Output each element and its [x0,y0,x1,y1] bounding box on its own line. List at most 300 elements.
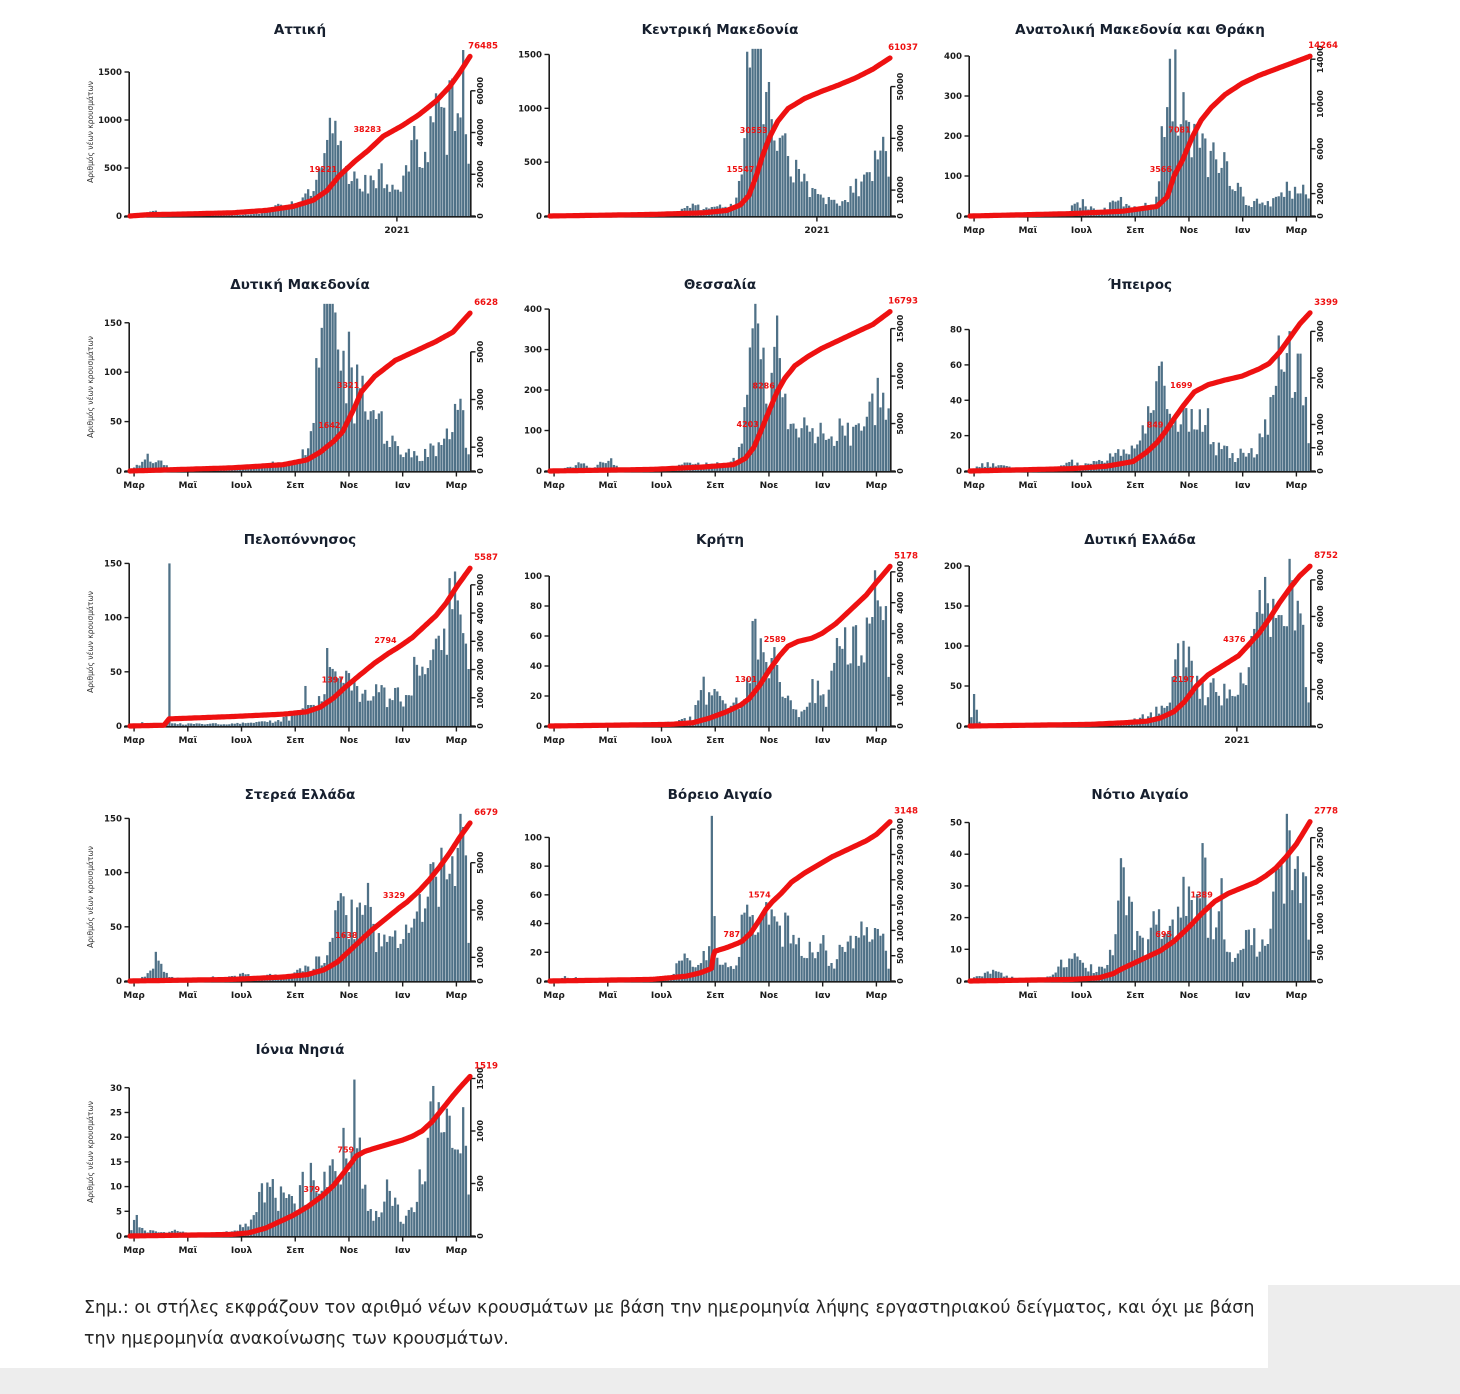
svg-text:Νοε: Νοε [760,481,779,491]
cumulative-annotation: 379 [303,1185,320,1194]
svg-text:1500: 1500 [98,68,122,78]
svg-text:300: 300 [524,346,542,356]
svg-text:Ιαν: Ιαν [395,1246,411,1256]
cumulative-annotation: 19221 [309,165,337,174]
svg-text:50: 50 [950,819,962,829]
svg-text:80: 80 [530,862,542,872]
svg-text:0: 0 [1316,468,1325,474]
svg-text:20: 20 [530,692,542,702]
chart-title: Πελοπόννησος [244,532,356,548]
cumulative-annotation: 8286 [753,381,776,390]
svg-text:Μαϊ: Μαϊ [1018,481,1037,491]
cumulative-annotation: 1638 [335,931,358,940]
svg-text:Ιαν: Ιαν [395,736,411,746]
svg-text:25: 25 [110,1108,122,1118]
svg-text:60: 60 [530,891,542,901]
chart-svg [504,18,924,255]
svg-text:Μαρ: Μαρ [543,991,565,1001]
chart-3 [924,18,1344,255]
svg-text:300: 300 [944,92,962,102]
final-total-annotation: 3399 [1314,298,1338,308]
svg-text:Μαϊ: Μαϊ [598,991,617,1001]
svg-text:100: 100 [104,614,122,624]
svg-text:Μαϊ: Μαϊ [178,1246,197,1256]
chart-svg [924,18,1344,255]
svg-text:Ιουλ: Ιουλ [1071,991,1093,1001]
daily-cases-bars [970,559,1310,726]
svg-text:1500: 1500 [476,1067,485,1090]
svg-text:60: 60 [530,632,542,642]
svg-text:1500: 1500 [518,50,542,60]
svg-text:3000: 3000 [896,818,905,841]
final-total-annotation: 6679 [474,808,498,818]
svg-text:3000: 3000 [1316,320,1325,343]
svg-text:10000: 10000 [1316,90,1325,118]
chart-svg [84,273,504,510]
svg-text:Ιουλ: Ιουλ [231,991,253,1001]
chart-title: Βόρειο Αιγαίο [668,787,773,803]
svg-text:Ιουλ: Ιουλ [231,736,253,746]
svg-text:Νοε: Νοε [340,1246,359,1256]
svg-text:0: 0 [476,978,485,984]
cumulative-annotation: 1301 [735,675,758,684]
svg-text:Ιουλ: Ιουλ [651,736,673,746]
svg-text:Μαϊ: Μαϊ [1018,226,1037,236]
svg-text:Μαρ: Μαρ [963,226,985,236]
svg-text:3000: 3000 [476,630,485,653]
svg-text:14000: 14000 [1316,45,1325,73]
svg-text:0: 0 [956,722,962,732]
svg-text:0: 0 [116,212,122,222]
cumulative-annotation: 1574 [748,890,771,899]
y-axis-label: Αριθμός νέων κρουσμάτων [86,846,95,948]
chart-2 [504,18,924,255]
svg-text:Μαϊ: Μαϊ [178,991,197,1001]
cumulative-cases-line [970,56,1310,216]
daily-cases-bars [550,570,890,726]
footer-row [0,1285,1460,1368]
svg-text:Μαρ: Μαρ [446,481,468,491]
svg-text:0: 0 [536,977,542,987]
svg-text:Μαρ: Μαρ [963,481,985,491]
chart-svg [84,528,504,765]
svg-text:40: 40 [950,396,962,406]
svg-text:200: 200 [944,562,962,572]
chart-svg [504,528,924,765]
chart-11 [504,783,924,1020]
svg-text:200: 200 [524,386,542,396]
svg-text:50: 50 [950,682,962,692]
svg-text:4000: 4000 [476,601,485,624]
cumulative-annotation: 1642 [318,421,340,430]
svg-text:1000: 1000 [476,686,485,709]
footnote-text: οι στήλες εκφράζουν τον αριθμό νέων κρουσμάτων με βάση την ημερομηνία λήψης εργαστηριακού δείγματος, και όχι με βάση την ημερομηνία ανακοίνωσης των κρουσμάτων. [84,1298,1254,1349]
daily-cases-bars [550,816,890,981]
final-total-annotation: 2778 [1314,807,1338,817]
svg-text:0: 0 [956,212,962,222]
svg-text:100: 100 [944,172,962,182]
svg-text:5000: 5000 [896,412,905,435]
y-axis-label: Αριθμός νέων κρουσμάτων [86,591,95,693]
svg-text:Ιαν: Ιαν [815,991,831,1001]
svg-text:Νοε: Νοε [340,481,359,491]
svg-text:0: 0 [476,1233,485,1239]
svg-text:2000: 2000 [1316,678,1325,701]
chart-title: Αττική [274,22,326,38]
final-total-annotation: 3148 [894,807,918,817]
svg-text:2000: 2000 [1316,182,1325,205]
cumulative-annotation: 38283 [353,125,381,134]
svg-text:Μαρ: Μαρ [446,991,468,1001]
svg-text:Μαρ: Μαρ [123,481,145,491]
svg-text:Σεπ: Σεπ [286,736,304,746]
svg-text:100: 100 [104,869,122,879]
svg-text:100: 100 [524,572,542,582]
svg-text:400: 400 [524,305,542,315]
axes [544,54,896,216]
final-total-annotation: 61037 [888,43,918,53]
svg-text:2000: 2000 [1316,366,1325,389]
svg-text:60000: 60000 [476,76,485,104]
svg-text:0: 0 [1316,213,1325,219]
svg-text:Σεπ: Σεπ [286,991,304,1001]
daily-cases-bars [130,563,470,726]
svg-text:Ιαν: Ιαν [815,736,831,746]
svg-text:Νοε: Νοε [1180,226,1199,236]
svg-text:Μαρ: Μαρ [866,736,888,746]
cumulative-annotation: 3329 [383,891,406,900]
svg-text:Σεπ: Σεπ [286,1246,304,1256]
svg-text:0: 0 [896,978,905,984]
svg-text:2000: 2000 [896,653,905,676]
chart-9 [924,528,1344,765]
svg-text:3000: 3000 [476,388,485,411]
svg-text:0: 0 [896,468,905,474]
svg-text:Μαϊ: Μαϊ [1018,991,1037,1001]
svg-text:150: 150 [944,602,962,612]
svg-text:20: 20 [950,432,962,442]
chart-7 [84,528,504,765]
cumulative-annotation: 2794 [374,636,397,645]
cumulative-annotation: 2197 [1172,675,1194,684]
chart-12 [924,783,1344,1020]
svg-text:4000: 4000 [1316,641,1325,664]
y-axis-label: Αριθμός νέων κρουσμάτων [86,336,95,438]
daily-cases-bars [130,304,470,471]
final-total-annotation: 1519 [474,1062,498,1072]
svg-text:1000: 1000 [476,1119,485,1142]
svg-text:150: 150 [104,814,122,824]
svg-text:1000: 1000 [896,684,905,707]
svg-text:500: 500 [896,947,905,964]
svg-text:1000: 1000 [476,436,485,459]
chart-title: Κεντρική Μακεδονία [642,22,799,38]
chart-title: Ήπειρος [1107,277,1172,293]
final-total-annotation: 5587 [474,553,498,563]
svg-text:Ιαν: Ιαν [1235,481,1251,491]
svg-text:Μαϊ: Μαϊ [598,736,617,746]
svg-text:0: 0 [476,213,485,219]
svg-text:500: 500 [1316,439,1325,456]
chart-title: Στερεά Ελλάδα [245,787,356,803]
svg-text:Νοε: Νοε [760,736,779,746]
daily-cases-bars [970,814,1310,981]
svg-text:0: 0 [956,977,962,987]
svg-text:0: 0 [536,212,542,222]
svg-text:Σεπ: Σεπ [1126,226,1144,236]
svg-text:2500: 2500 [1316,826,1325,849]
svg-text:1000: 1000 [476,946,485,969]
svg-text:Ιαν: Ιαν [395,991,411,1001]
final-total-annotation: 14264 [1308,41,1338,51]
chart-title: Δυτική Μακεδονία [230,277,369,293]
cumulative-cases-line [130,313,470,471]
svg-text:40: 40 [530,920,542,930]
chart-svg [84,1038,504,1275]
cumulative-annotation: 1699 [1170,381,1193,390]
daily-cases-bars [130,50,470,216]
svg-text:2021: 2021 [384,226,409,236]
svg-text:20: 20 [110,1133,122,1143]
svg-text:Μαϊ: Μαϊ [598,481,617,491]
svg-text:2021: 2021 [1224,736,1249,746]
svg-text:Νοε: Νοε [1180,991,1199,1001]
svg-text:2021: 2021 [804,226,829,236]
chart-8 [504,528,924,765]
svg-text:1000: 1000 [1316,413,1325,436]
chart-svg [924,273,1344,510]
svg-text:100: 100 [104,368,122,378]
svg-text:5: 5 [116,1207,122,1217]
svg-text:Μαρ: Μαρ [123,1246,145,1256]
svg-text:Μαρ: Μαρ [1286,991,1308,1001]
chart-title: Ανατολική Μακεδονία και Θράκη [1015,22,1265,38]
chart-4 [84,273,504,510]
footnote-prefix: Σημ.: [84,1298,129,1318]
svg-text:1000: 1000 [518,104,542,114]
svg-text:Σεπ: Σεπ [1126,481,1144,491]
svg-text:5000: 5000 [476,340,485,363]
final-total-annotation: 6628 [474,298,498,308]
bottom-strip [0,1368,1460,1394]
svg-text:Ιουλ: Ιουλ [231,481,253,491]
chart-svg [924,528,1344,765]
svg-text:150: 150 [104,319,122,329]
svg-text:6000: 6000 [1316,137,1325,160]
svg-text:1000: 1000 [896,919,905,942]
final-total-annotation: 16793 [888,297,918,307]
svg-text:30: 30 [110,1084,122,1094]
svg-text:0: 0 [116,977,122,987]
cumulative-annotation: 7081 [1168,126,1191,135]
svg-text:Σεπ: Σεπ [706,991,724,1001]
chart-13 [84,1038,504,1275]
svg-text:0: 0 [536,467,542,477]
svg-text:0: 0 [476,468,485,474]
cumulative-annotation: 695 [1155,930,1172,939]
svg-text:Νοε: Νοε [340,991,359,1001]
svg-text:Μαρ: Μαρ [1286,226,1308,236]
cumulative-annotation: 30553 [740,126,768,135]
svg-text:2500: 2500 [896,843,905,866]
chart-title: Θεσσαλία [684,277,756,293]
svg-text:1000: 1000 [1316,912,1325,935]
svg-text:2000: 2000 [476,658,485,681]
cumulative-annotation: 787 [723,930,740,939]
svg-text:0: 0 [956,467,962,477]
chart-svg [924,783,1344,1020]
svg-text:100: 100 [944,642,962,652]
svg-text:200: 200 [944,132,962,142]
svg-text:0: 0 [116,722,122,732]
svg-text:10000: 10000 [896,176,905,204]
svg-text:8000: 8000 [1316,568,1325,591]
chart-svg [504,273,924,510]
svg-text:Νοε: Νοε [760,991,779,1001]
svg-text:50: 50 [110,923,122,933]
chart-1 [84,18,504,255]
cumulative-cases-line [550,58,890,216]
svg-text:Σεπ: Σεπ [706,736,724,746]
svg-text:Ιουλ: Ιουλ [1071,226,1093,236]
svg-text:0: 0 [896,213,905,219]
svg-text:Ιουλ: Ιουλ [1071,481,1093,491]
chart-5 [504,273,924,510]
svg-text:2000: 2000 [896,868,905,891]
svg-text:100: 100 [524,427,542,437]
svg-text:400: 400 [944,52,962,62]
chart-svg [504,783,924,1020]
svg-text:80: 80 [950,326,962,336]
svg-text:Ιαν: Ιαν [815,481,831,491]
svg-text:30000: 30000 [896,124,905,152]
chart-title: Δυτική Ελλάδα [1084,532,1195,548]
daily-cases-bars [550,304,890,471]
cumulative-annotation: 2589 [764,635,787,644]
chart-svg [84,18,504,255]
chart-title: Νότιο Αιγαίο [1091,787,1188,803]
svg-text:500: 500 [524,158,542,168]
svg-text:4000: 4000 [896,591,905,614]
cumulative-annotation: 15547 [727,165,755,174]
svg-text:20: 20 [530,948,542,958]
svg-text:3000: 3000 [896,622,905,645]
svg-text:1000: 1000 [98,116,122,126]
svg-text:5000: 5000 [476,573,485,596]
svg-text:Νοε: Νοε [340,736,359,746]
svg-text:40000: 40000 [476,118,485,146]
svg-text:15: 15 [110,1158,122,1168]
cumulative-annotation: 849 [1147,420,1164,429]
daily-cases-bars [970,331,1310,471]
svg-text:10: 10 [950,945,962,955]
svg-text:150: 150 [104,559,122,569]
svg-text:Μαϊ: Μαϊ [178,736,197,746]
cumulative-annotation: 3321 [337,381,360,390]
y-axis-label: Αριθμός νέων κρουσμάτων [86,81,95,183]
cumulative-annotation: 3566 [1150,165,1173,174]
svg-text:0: 0 [1316,723,1325,729]
svg-text:15000: 15000 [896,314,905,342]
cumulative-annotation: 759 [337,1145,354,1154]
svg-text:Ιουλ: Ιουλ [651,991,673,1001]
svg-text:40: 40 [950,850,962,860]
svg-text:3000: 3000 [476,898,485,921]
footnote [0,1285,1268,1368]
svg-text:10: 10 [110,1183,122,1193]
final-total-annotation: 76485 [468,41,498,51]
svg-text:0: 0 [476,723,485,729]
cumulative-annotation: 4376 [1223,635,1246,644]
svg-text:Ιουλ: Ιουλ [651,481,673,491]
svg-text:1500: 1500 [896,894,905,917]
svg-text:Μαρ: Μαρ [1286,481,1308,491]
svg-text:50: 50 [110,668,122,678]
daily-cases-bars [553,49,890,216]
svg-text:500: 500 [1316,944,1325,961]
chart-svg [84,783,504,1020]
cumulative-annotation: 4203 [737,420,759,429]
daily-cases-bars [130,814,470,981]
svg-text:0: 0 [1316,978,1325,984]
svg-text:Ιαν: Ιαν [1235,991,1251,1001]
svg-text:30: 30 [950,882,962,892]
svg-text:50: 50 [110,418,122,428]
final-total-annotation: 5178 [894,551,918,561]
svg-text:80: 80 [530,602,542,612]
svg-text:Ιαν: Ιαν [395,481,411,491]
axes [964,56,1316,217]
cumulative-annotation: 1397 [322,676,344,685]
svg-text:Ιουλ: Ιουλ [231,1246,253,1256]
svg-text:20000: 20000 [476,160,485,188]
svg-text:Νοε: Νοε [1180,481,1199,491]
svg-text:500: 500 [104,164,122,174]
final-total-annotation: 8752 [1314,551,1338,561]
svg-text:100: 100 [524,833,542,843]
svg-text:Μαϊ: Μαϊ [178,481,197,491]
svg-text:0: 0 [896,723,905,729]
svg-text:500: 500 [476,1175,485,1192]
svg-text:Σεπ: Σεπ [1126,991,1144,1001]
svg-text:0: 0 [116,1232,122,1242]
svg-text:Μαρ: Μαρ [543,481,565,491]
svg-text:Μαρ: Μαρ [123,736,145,746]
svg-text:5000: 5000 [896,560,905,583]
chart-6 [924,273,1344,510]
svg-text:2000: 2000 [1316,855,1325,878]
y-axis-label: Αριθμός νέων κρουσμάτων [86,1101,95,1203]
chart-10 [84,783,504,1020]
svg-text:6000: 6000 [1316,605,1325,628]
svg-text:Σεπ: Σεπ [706,481,724,491]
chart-title: Κρήτη [696,532,744,548]
svg-text:Μαρ: Μαρ [446,736,468,746]
svg-text:Μαρ: Μαρ [446,1246,468,1256]
svg-text:Σεπ: Σεπ [286,481,304,491]
svg-text:10000: 10000 [896,362,905,390]
svg-text:Ιαν: Ιαν [1235,226,1251,236]
cumulative-annotation: 1389 [1191,890,1214,899]
svg-text:Μαρ: Μαρ [866,991,888,1001]
chart-title: Ιόνια Νησιά [256,1042,345,1058]
svg-text:0: 0 [536,722,542,732]
svg-text:20: 20 [950,914,962,924]
svg-text:5000: 5000 [476,851,485,874]
footer-gray-filler [1268,1285,1460,1368]
svg-text:60: 60 [950,361,962,371]
svg-text:Μαρ: Μαρ [866,481,888,491]
